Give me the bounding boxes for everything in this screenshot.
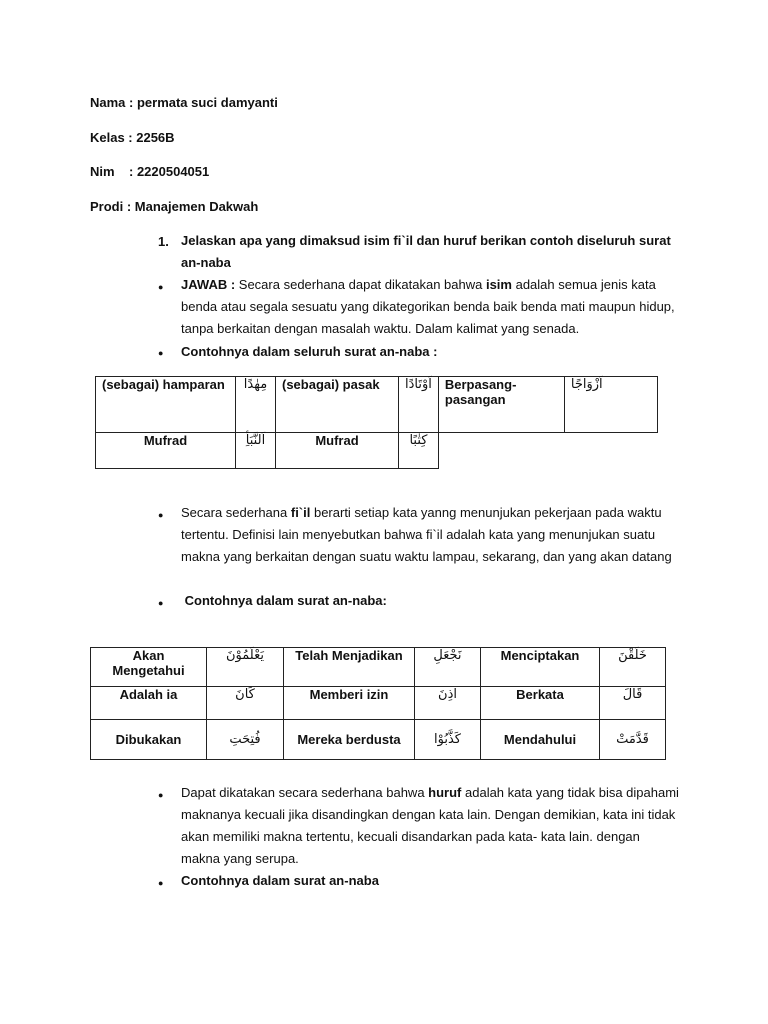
jawab-label: JAWAB :: [181, 277, 236, 292]
table-row: [91, 648, 666, 687]
table-cell: Berkata: [481, 687, 600, 720]
bullet-icon: ●: [158, 510, 164, 520]
isim-bold-word: isim: [485, 277, 512, 292]
fiil-text-b: berarti setiap kata yanng menunjukan pekerjaan pada waktu tertentu. Definisi lain menyebutkan bahwa fi`il adalah kata yang menunjukan suatu makna yang berkaitan dengan suatu waktu lampau, sekarang, dan yang akan datang: [181, 505, 672, 564]
table-cell: Mendahului: [481, 720, 600, 760]
bullet-icon: ●: [158, 348, 164, 358]
question-line-1: Jelaskan apa yang dimaksud isim fi`il dan huruf berikan contoh diseluruh surat: [181, 233, 671, 248]
bullet-icon: ●: [158, 790, 164, 800]
class-line: Kelas : 2256B: [90, 130, 175, 145]
table-row: [96, 377, 658, 433]
isim-text-a: Secara sederhana dapat dikatakan bahwa: [235, 277, 486, 292]
huruf-text-b: adalah kata yang tidak bisa dipahami maknanya kecuali jika disandingkan dengan kata lain. Dengan demikian, kata ini tidak akan memiliki makna tertentu, kecuali disandarkan pada kata- kata lain. dengan makna yang serupa.: [181, 785, 679, 866]
arabic-cell: كِتٰبًا: [399, 433, 439, 469]
huruf-bold-word: huruf: [428, 785, 462, 800]
huruf-paragraph: [181, 782, 681, 870]
table-cell: Mufrad: [96, 433, 236, 469]
question-number: 1.: [158, 234, 169, 249]
table-cell: Mufrad: [276, 433, 399, 469]
question-line-2: an-naba: [181, 255, 231, 270]
isim-example-heading: Contohnya dalam seluruh surat an-naba :: [181, 344, 438, 359]
huruf-text-a: Dapat dikatakan secara sederhana bahwa: [181, 785, 429, 800]
arabic-cell: كَانَ: [207, 687, 284, 720]
table-cell: Akan Mengetahui: [91, 648, 207, 687]
arabic-cell: مِهٰدًا: [236, 377, 276, 433]
isim-paragraph: [181, 274, 681, 340]
table-cell: Memberi izin: [284, 687, 415, 720]
table-cell: Mereka berdusta: [284, 720, 415, 760]
table-cell: Telah Menjadikan: [284, 648, 415, 687]
table-cell: (sebagai) pasak: [276, 377, 399, 433]
table-cell: (sebagai) hamparan: [96, 377, 236, 433]
bullet-icon: ●: [158, 878, 164, 888]
table-cell: Menciptakan: [481, 648, 600, 687]
fiil-example-heading: Contohnya dalam surat an-naba:: [181, 593, 387, 608]
nim-line: Nim : 2220504051: [90, 164, 210, 179]
arabic-cell: فُتِحَتِ: [207, 720, 284, 760]
arabic-cell: كَذَّبُوْا: [415, 720, 481, 760]
fiil-table: [90, 647, 666, 760]
empty-cell: [438, 433, 564, 469]
bullet-icon: ●: [158, 598, 164, 608]
bullet-icon: ●: [158, 282, 164, 292]
table-cell: Berpasang-pasangan: [438, 377, 564, 433]
table-cell: Dibukakan: [91, 720, 207, 760]
arabic-cell: نَجْعَلِ: [415, 648, 481, 687]
question-text: [181, 230, 681, 274]
table-row: [91, 687, 666, 720]
isim-table: [95, 376, 658, 469]
empty-cell: [564, 433, 657, 469]
arabic-cell: خَلَقْنَ: [600, 648, 666, 687]
arabic-cell: اذِنَ: [415, 687, 481, 720]
fiil-text-a: Secara sederhana: [181, 505, 291, 520]
arabic-cell: اَوْتَادًا: [399, 377, 439, 433]
isim-text-b: adalah semua jenis kata benda atau segala sesuatu yang dikategorikan benda baik benda mati maupun hidup, tanpa berkaitan dengan masalah waktu. Dalam kalimat yang senada.: [181, 277, 675, 336]
name-line: Nama : permata suci damyanti: [90, 95, 278, 110]
program-line: Prodi : Manajemen Dakwah: [90, 199, 259, 214]
fiil-bold-word: fi`il: [290, 505, 311, 520]
arabic-cell: قَالَ: [600, 687, 666, 720]
arabic-cell: قَدَّمَتْ: [600, 720, 666, 760]
huruf-example-heading: Contohnya dalam surat an-naba: [181, 873, 379, 888]
table-row: [91, 720, 666, 760]
table-row: [96, 433, 658, 469]
arabic-cell: يَعْلَمُوْنَ: [207, 648, 284, 687]
arabic-cell: اَلنَّبَأِ: [236, 433, 276, 469]
table-cell: Adalah ia: [91, 687, 207, 720]
fiil-paragraph: [181, 502, 681, 568]
arabic-cell: اَزْوَاجًا: [564, 377, 657, 433]
